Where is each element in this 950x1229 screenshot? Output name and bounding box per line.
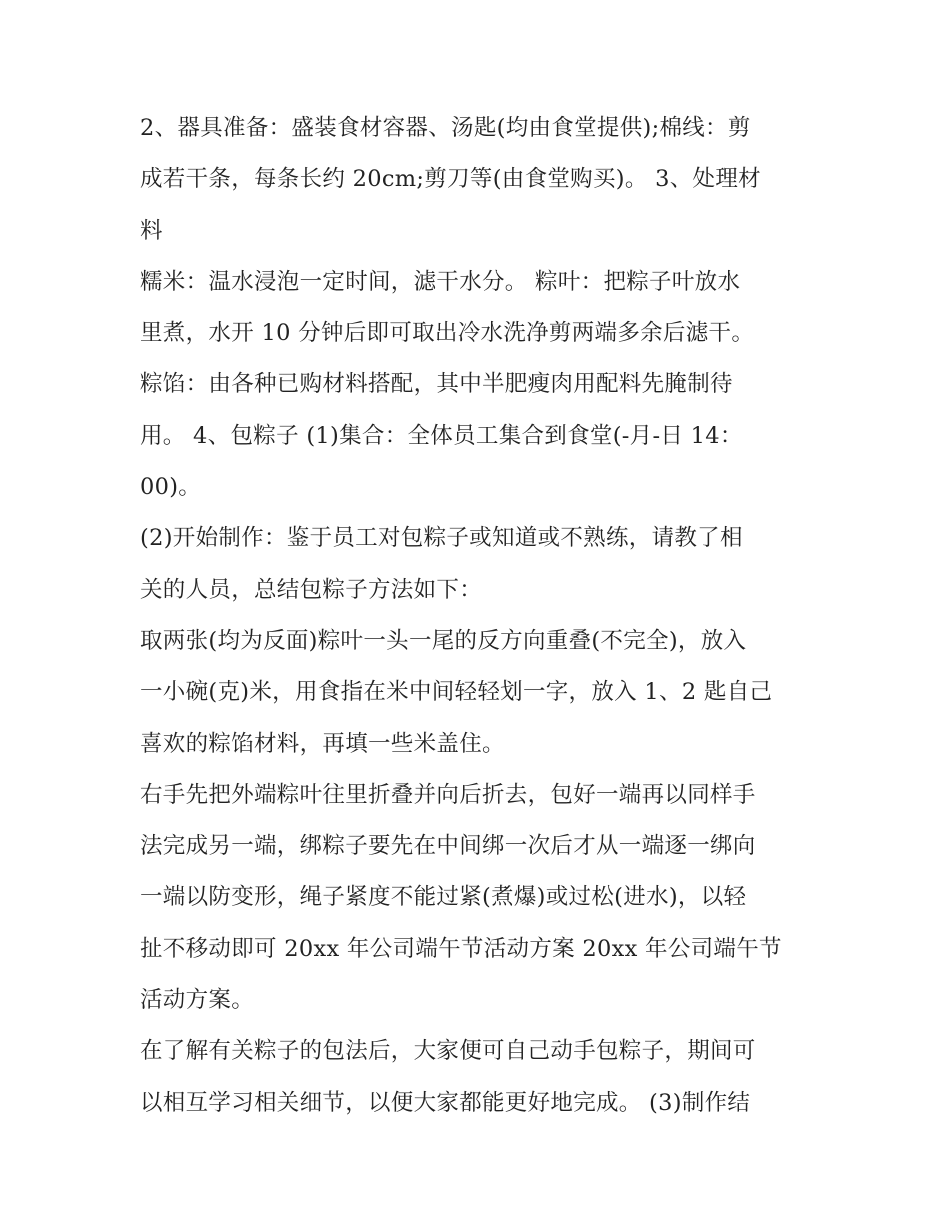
- text-line: 取两张(均为反面)粽叶一头一尾的反方向重叠(不完全)，放入: [140, 627, 747, 654]
- text-line: 以相互学习相关细节，以便大家都能更好地完成。 (3)制作结: [140, 1089, 751, 1116]
- text-line: (2)开始制作：鉴于员工对包粽子或知道或不熟练，请教了相: [140, 525, 743, 552]
- text-line: 在了解有关粽子的包法后，大家便可自己动手包粽子，期间可: [140, 1038, 756, 1065]
- text-line: 糯米：温水浸泡一定时间，滤干水分。 粽叶：把粽子叶放水: [140, 268, 741, 295]
- text-line: 用。 4、包粽子 (1)集合：全体员工集合到食堂(-月-日 14：: [140, 422, 743, 449]
- text-line: 一小碗(克)米，用食指在米中间轻轻划一字，放入 1、2 匙自己: [140, 679, 773, 706]
- text-line: 料: [140, 217, 163, 244]
- text-line: 喜欢的粽馅材料，再填一些米盖住。: [140, 730, 505, 757]
- text-line: 右手先把外端粽叶往里折叠并向后折去，包好一端再以同样手: [140, 781, 756, 808]
- text-line: 2、器具准备：盛装食材容器、汤匙(均由食堂提供);棉线：剪: [140, 115, 751, 141]
- text-line: 关的人员，总结包粽子方法如下：: [140, 576, 483, 603]
- text-line: 活动方案。: [140, 987, 255, 1014]
- text-line: 法完成另一端，绑粽子要先在中间绑一次后才从一端逐一绑向: [140, 833, 756, 860]
- text-line: 扯不移动即可 20xx 年公司端午节活动方案 20xx 年公司端午节: [140, 935, 782, 962]
- text-line: 里煮，水开 10 分钟后即可取出冷水洗净剪两端多余后滤干。: [140, 320, 755, 347]
- text-line: 一端以防变形，绳子紧度不能过紧(煮爆)或过松(进水)，以轻: [140, 884, 747, 911]
- text-line: 00)。: [140, 474, 202, 501]
- text-line: 成若干条，每条长约 20cm;剪刀等(由食堂购买)。 3、处理材: [140, 166, 761, 193]
- document-body: [140, 103, 820, 1129]
- text-line: 粽馅：由各种已购材料搭配，其中半肥瘦肉用配料先腌制待: [140, 371, 733, 398]
